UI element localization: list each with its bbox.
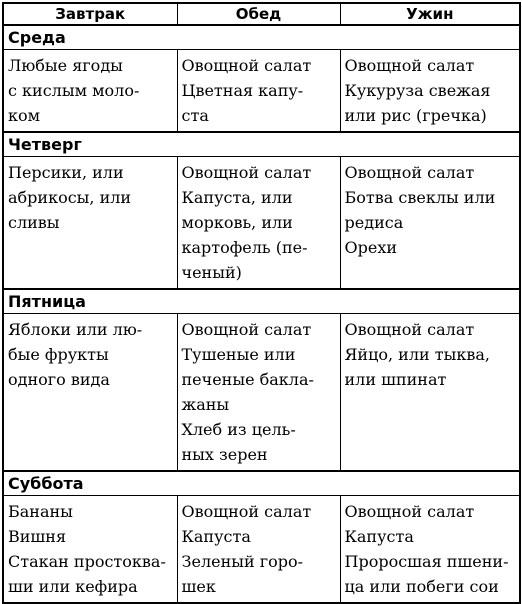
- day-row-saturday: [3, 471, 520, 496]
- dinner-cell: Овощной салат Капуста Проросшая пшени- ца или побеги сои: [340, 496, 520, 604]
- day-label: Пятница: [3, 289, 520, 314]
- day-row-wednesday: [3, 25, 520, 50]
- dinner-cell: Овощной салат Яйцо, или тыква, или шпинат: [340, 314, 520, 472]
- dinner-cell: Овощной салат Кукуруза свежая или рис (гречка): [340, 50, 520, 133]
- lunch-cell: Овощной салат Тушеные или печеные бакла- жаны Хлеб из цель- ных зерен: [177, 314, 340, 472]
- header-lunch: Обед: [177, 3, 340, 25]
- meal-row-wednesday: [3, 50, 520, 133]
- breakfast-cell: Персики, или абрикосы, или сливы: [3, 157, 177, 290]
- meal-row-saturday: [3, 496, 520, 604]
- breakfast-cell: Яблоки или лю- бые фрукты одного вида: [3, 314, 177, 472]
- lunch-cell: Овощной салат Цветная капу- ста: [177, 50, 340, 133]
- dinner-cell: Овощной салат Ботва свеклы или редиса Орехи: [340, 157, 520, 290]
- day-label: Четверг: [3, 132, 520, 157]
- lunch-cell: Овощной салат Капуста Зеленый горо- шек: [177, 496, 340, 604]
- meal-row-thursday: [3, 157, 520, 290]
- day-label: Среда: [3, 25, 520, 50]
- day-label: Суббота: [3, 471, 520, 496]
- lunch-cell: Овощной салат Капуста, или морковь, или картофель (пе- ченый): [177, 157, 340, 290]
- header-breakfast: Завтрак: [3, 3, 177, 25]
- day-row-friday: [3, 289, 520, 314]
- header-dinner: Ужин: [340, 3, 520, 25]
- meal-plan-table: [2, 2, 521, 604]
- day-row-thursday: [3, 132, 520, 157]
- header-row: [3, 3, 520, 25]
- breakfast-cell: Бананы Вишня Стакан простоква- ши или кефира: [3, 496, 177, 604]
- meal-row-friday: [3, 314, 520, 472]
- breakfast-cell: Любые ягоды с кислым моло- ком: [3, 50, 177, 133]
